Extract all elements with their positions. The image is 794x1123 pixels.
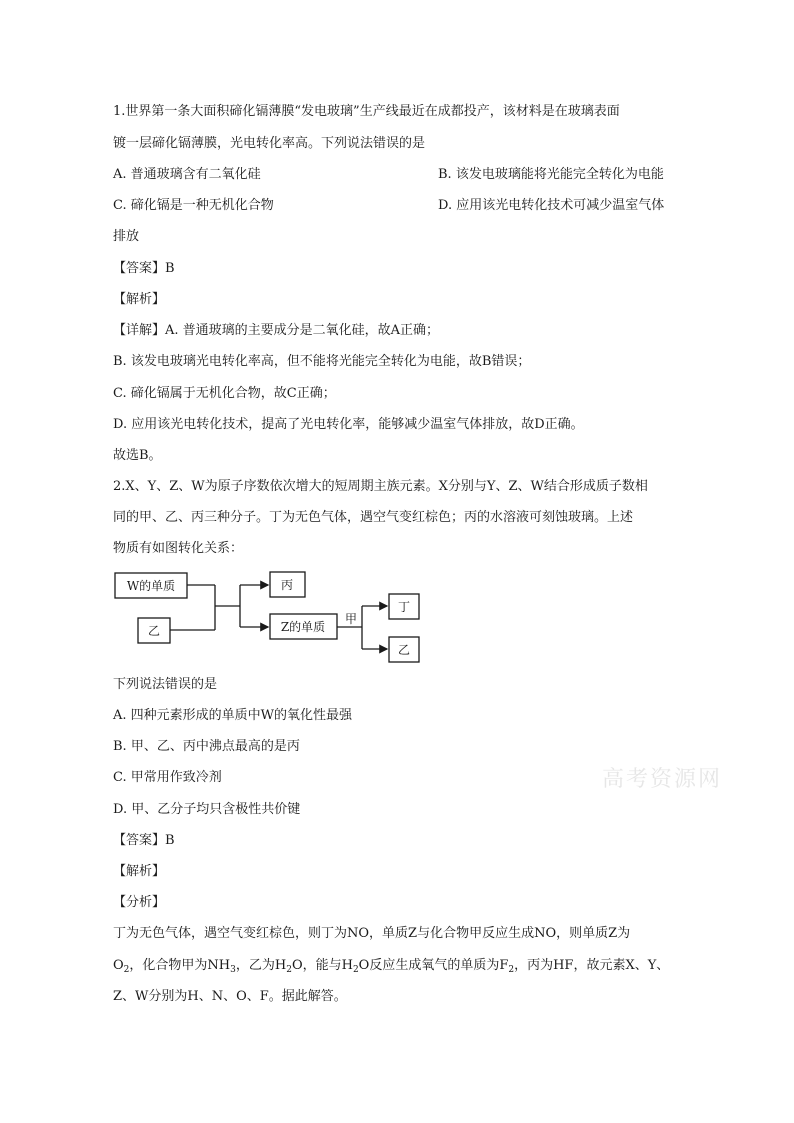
q2-analysis-line-2: $O_2$，化合物甲为$NH_3$，乙为$H_2O$，能与$H_2O$反应生成氧气的单质为$F_2$，丙为HF，故元素X、Y、 (113, 958, 670, 975)
q2-option-b: B. 甲、乙、丙中沸点最高的是丙 (113, 739, 300, 754)
q1-detail-b: B. 该发电玻璃光电转化率高，但不能将光能完全转化为电能，故B错误； (113, 354, 531, 369)
q1-option-d-continued: 排放 (113, 229, 140, 244)
q2-option-d: D. 甲、乙分子均只含极性共价键 (113, 802, 301, 817)
label-w-simple: W的单质 (126, 579, 176, 593)
q1-detail-c: C. 碲化镉属于无机化合物，故C正确； (113, 386, 336, 401)
q2-answer: 【答案】B (113, 833, 175, 848)
q1-stem-line-2: 镀一层碲化镉薄膜，光电转化率高。下列说法错误的是 (113, 136, 426, 151)
q2-option-c: C. 甲常用作致冷剂 (113, 770, 222, 785)
q2-stem-line-2: 同的甲、乙、丙三种分子。丁为无色气体，遇空气变红棕色；丙的水溶液可刻蚀玻璃。上述 (113, 510, 634, 525)
label-ding: 丁 (397, 600, 411, 614)
q1-analysis-heading: 【解析】 (113, 292, 166, 307)
q1-detail-a: 【详解】A. 普通玻璃的主要成分是二氧化硅，故A正确； (113, 323, 440, 338)
q2-stem-line-3: 物质有如图转化关系： (113, 541, 244, 556)
q1-detail-d: D. 应用该光电转化技术，提高了光电转化率，能够减少温室气体排放，故D正确。 (113, 417, 584, 432)
q2-fenxi-heading: 【分析】 (113, 895, 166, 910)
q2-analysis-heading: 【解析】 (113, 864, 166, 879)
q1-conclusion: 故选B。 (113, 448, 162, 463)
q1-option-c: C. 碲化镉是一种无机化合物 (113, 198, 274, 213)
q2-analysis-line-3: Z、W分别为H、N、O、F。据此解答。 (113, 989, 347, 1004)
q1-stem-line-1: 1.世界第一条大面积碲化镉薄膜“发电玻璃”生产线最近在成都投产，该材料是在玻璃表面 (113, 104, 620, 119)
q2-stem-line-1: 2.X、Y、Z、W为原子序数依次增大的短周期主族元素。X分别与Y、Z、W结合形成质子数相 (113, 479, 648, 494)
q2-prompt: 下列说法错误的是 (113, 677, 218, 692)
watermark: 高考资源网 (602, 767, 723, 792)
label-yi-right: 乙 (397, 643, 411, 657)
q1-option-b: B. 该发电玻璃能将光能完全转化为电能 (438, 167, 664, 182)
q2-analysis-line-1: 丁为无色气体，遇空气变红棕色，则丁为NO，单质Z与化合物甲反应生成NO，则单质Z为 (113, 926, 631, 941)
q1-option-d: D. 应用该光电转化技术可减少温室气体 (438, 198, 665, 213)
label-z-simple: Z的单质 (280, 620, 326, 634)
conversion-diagram (110, 565, 430, 670)
q1-option-a: A. 普通玻璃含有二氧化硅 (113, 167, 261, 182)
q1-answer: 【答案】B (113, 261, 175, 276)
label-bing: 丙 (280, 578, 294, 592)
label-yi-left: 乙 (147, 624, 161, 638)
label-jia: 甲 (344, 612, 358, 626)
q2-option-a: A. 四种元素形成的单质中W的氧化性最强 (113, 708, 353, 723)
